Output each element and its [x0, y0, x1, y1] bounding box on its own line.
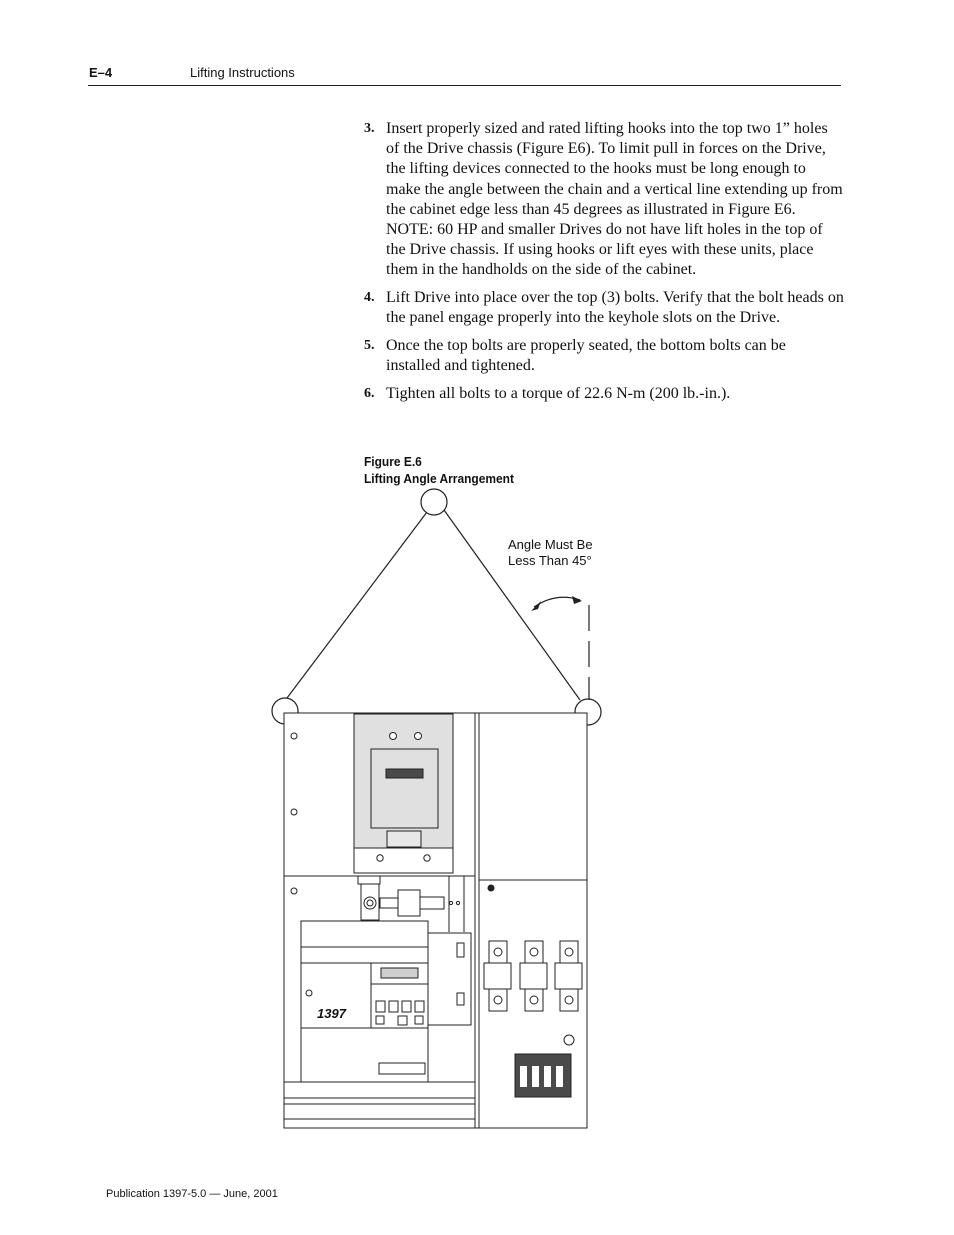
step-text: Insert properly sized and rated lifting hooks into the top two 1” holes of the Drive chassis (Figure E6). To limit pull in forces on the Drive, the lifting devices connected to the hooks must be long enough to make the angle between the chain and a vertical line extending up from the cabinet edge less than 45 degrees as illustrated in Figure E6.	[386, 120, 843, 218]
top-lift-ring	[421, 489, 447, 515]
step-note: NOTE: 60 HP and smaller Drives do not have lift holes in the top of the Drive chassis. If using hooks or lift eyes with these units, place them in the handholds on the side of the cabinet.	[386, 221, 823, 279]
drive-display	[381, 968, 418, 978]
section-title: Lifting Instructions	[190, 65, 295, 80]
panel-indicator-dot	[488, 885, 495, 892]
step-number: 3.	[364, 121, 375, 136]
step-text: Lift Drive into place over the top (3) bolts. Verify that the bolt heads on the panel engage properly into the keyhole slots on the Drive.	[386, 289, 844, 327]
drive-key	[415, 1016, 423, 1024]
step-text: Tighten all bolts to a torque of 22.6 N-m (200 lb.-in.).	[386, 384, 731, 402]
angle-label-line1: Angle Must Be	[508, 537, 593, 552]
drive-key	[398, 1016, 407, 1025]
drive-key	[376, 1016, 384, 1024]
left-chain	[287, 512, 427, 698]
drive-key	[402, 1001, 411, 1012]
publication-footer: Publication 1397-5.0 — June, 2001	[106, 1188, 278, 1200]
drive-model-label: 1397	[317, 1006, 346, 1021]
step-number: 5.	[364, 338, 375, 354]
step-text: Once the top bolts are properly seated, the bottom bolts can be installed and tightened.	[386, 337, 786, 375]
figure-caption: Lifting Angle Arrangement	[364, 471, 514, 486]
drive-key	[376, 1001, 385, 1012]
page-number: E–4	[89, 65, 113, 80]
drive-key	[415, 1001, 424, 1012]
figure-number: Figure E.6	[364, 454, 422, 469]
step-number: 4.	[364, 290, 375, 306]
angle-label-line2: Less Than 45°	[508, 553, 592, 568]
angle-arrow-right-head	[572, 596, 582, 604]
step-number: 6.	[364, 385, 375, 401]
terminal-block	[515, 1054, 571, 1097]
angle-arrow-left-head	[531, 601, 541, 611]
contactor-indicator	[386, 769, 423, 778]
drive-key	[389, 1001, 398, 1012]
